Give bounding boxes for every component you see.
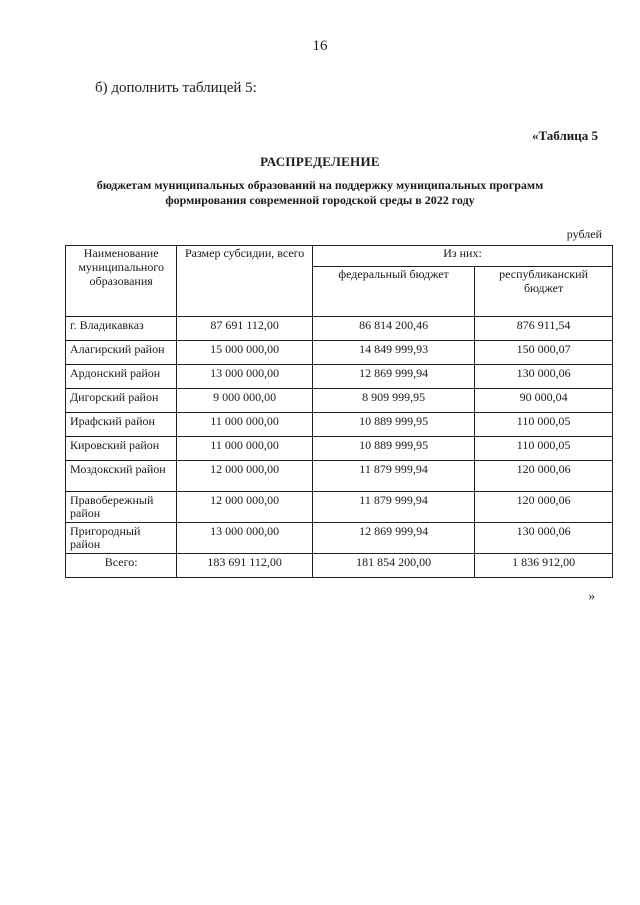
amendment-line: б) дополнить таблицей 5:: [95, 80, 257, 96]
header-republic-budget: республиканский бюджет: [475, 267, 613, 317]
republic-budget-value: 130 000,06: [475, 365, 613, 389]
page-number: 16: [312, 38, 328, 54]
federal-budget-value: 11 879 999,94: [312, 461, 474, 492]
table-row: [66, 365, 613, 389]
table-row: [66, 523, 613, 554]
total-subsidy-value: 87 691 112,00: [177, 317, 313, 341]
total-subsidy-value: 9 000 000,00: [177, 389, 313, 413]
federal-budget-value: 12 869 999,94: [312, 523, 474, 554]
total-subsidy-value: 15 000 000,00: [177, 341, 313, 365]
closing-quote: »: [588, 588, 595, 603]
municipality-name: Моздокский район: [66, 461, 177, 492]
header-municipality: Наименование муниципального образования: [66, 246, 177, 317]
table-row: [66, 413, 613, 437]
federal-budget-value: 86 814 200,46: [312, 317, 474, 341]
document-heading: РАСПРЕДЕЛЕНИЕ: [260, 154, 380, 169]
republic-budget-value: 130 000,06: [475, 523, 613, 554]
municipality-name: Пригородный район: [66, 523, 177, 554]
municipality-name: г. Владикавказ: [66, 317, 177, 341]
federal-budget-value: 11 879 999,94: [312, 492, 474, 523]
federal-budget-value: 10 889 999,95: [312, 437, 474, 461]
table-row: [66, 492, 613, 523]
distribution-table: [65, 245, 613, 578]
republic-budget-value: 876 911,54: [475, 317, 613, 341]
municipality-name: Кировский район: [66, 437, 177, 461]
total-subsidy-value: 13 000 000,00: [177, 365, 313, 389]
grand-total-subsidy: 183 691 112,00: [177, 554, 313, 578]
total-subsidy-value: 12 000 000,00: [177, 492, 313, 523]
total-subsidy-value: 11 000 000,00: [177, 413, 313, 437]
republic-budget-value: 90 000,04: [475, 389, 613, 413]
table-number-label: «Таблица 5: [531, 128, 598, 143]
total-label: Всего:: [66, 554, 177, 578]
table-row: [66, 389, 613, 413]
subheading-line-1: бюджетам муниципальных образований на поддержку муниципальных программ: [96, 178, 544, 192]
municipality-name: Правобережный район: [66, 492, 177, 523]
municipality-name: Алагирский район: [66, 341, 177, 365]
subheading-line-2: формирования современной городской среды в 2022 году: [165, 193, 475, 207]
table-row: [66, 437, 613, 461]
municipality-name: Ардонский район: [66, 365, 177, 389]
grand-total-federal: 181 854 200,00: [312, 554, 474, 578]
header-total-subsidy: Размер субсидии, всего: [177, 246, 313, 317]
table-header-row: [66, 246, 613, 267]
republic-budget-value: 110 000,05: [475, 437, 613, 461]
federal-budget-value: 8 909 999,95: [312, 389, 474, 413]
federal-budget-value: 10 889 999,95: [312, 413, 474, 437]
currency-units: рублей: [566, 227, 602, 241]
republic-budget-value: 120 000,06: [475, 461, 613, 492]
grand-total-republic: 1 836 912,00: [475, 554, 613, 578]
republic-budget-value: 120 000,06: [475, 492, 613, 523]
total-subsidy-value: 12 000 000,00: [177, 461, 313, 492]
table-total-row: [66, 554, 613, 578]
document-subheading: [0, 178, 640, 208]
federal-budget-value: 14 849 999,93: [312, 341, 474, 365]
total-subsidy-value: 13 000 000,00: [177, 523, 313, 554]
municipality-name: Дигорский район: [66, 389, 177, 413]
table-row: [66, 317, 613, 341]
header-of-which: Из них:: [312, 246, 612, 267]
republic-budget-value: 150 000,07: [475, 341, 613, 365]
table-body: [66, 317, 613, 578]
municipality-name: Ирафский район: [66, 413, 177, 437]
republic-budget-value: 110 000,05: [475, 413, 613, 437]
header-federal-budget: федеральный бюджет: [312, 267, 474, 317]
table-row: [66, 461, 613, 492]
table-row: [66, 341, 613, 365]
federal-budget-value: 12 869 999,94: [312, 365, 474, 389]
total-subsidy-value: 11 000 000,00: [177, 437, 313, 461]
